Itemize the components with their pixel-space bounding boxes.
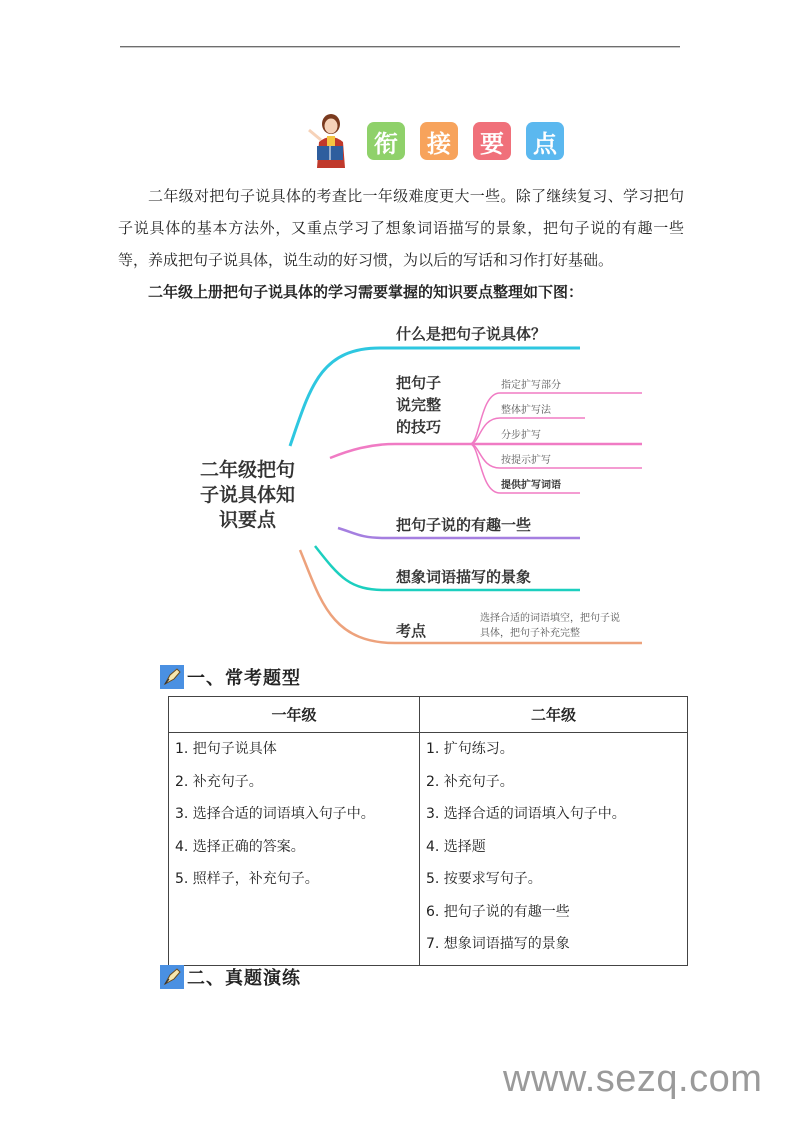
table-header-grade1: 一年级 (169, 697, 420, 733)
banner-tile-3: 要 (473, 122, 511, 160)
list-item: 3. 选择合适的词语填入句子中。 (426, 806, 626, 822)
technique-1: 指定扩写部分 (501, 380, 561, 391)
banner-tile-2: 接 (420, 122, 458, 160)
table-header-grade2: 二年级 (420, 697, 688, 733)
list-item: 6. 把句子说的有趣一些 (426, 903, 570, 920)
list-item: 5. 按要求写句子。 (426, 871, 542, 887)
intro-text: 二年级对把句子说具体的考查比一年级难度更大一些。除了继续复习、学习把句子说具体的基本方法外，又重点学习了想象词语描写的景象，把句子说的有趣一些等，养成把句子说具体，说生动的好习惯，为以后的写话和习作打好基础。 (118, 187, 684, 269)
teacher-illustration-icon (305, 112, 353, 170)
list-item: 1. 扩句练习。 (426, 741, 514, 757)
grade2-cell (420, 733, 688, 966)
exam-points-note: 选择合适的词语填空，把句子说 具体，把句子补充完整 (480, 613, 620, 639)
pen-icon (160, 665, 184, 689)
mindmap (180, 318, 650, 658)
watermark: www.sezq.com (503, 1058, 763, 1100)
technique-3: 分步扩写 (501, 430, 541, 441)
mindmap-center: 二年级把句 子说具体知 识要点 (200, 459, 296, 531)
list-item: 1. 把句子说具体 (175, 741, 277, 757)
branch-interesting: 把句子说的有趣一些 (396, 516, 532, 534)
list-item: 7. 想象词语描写的景象 (426, 936, 570, 952)
branch-what-is: 什么是把句子说具体？ (396, 325, 547, 343)
list-item: 4. 选择题 (426, 838, 486, 855)
technique-2: 整体扩写法 (501, 405, 551, 416)
banner-tile-1: 衔 (367, 122, 405, 160)
list-item: 4. 选择正确的答案。 (175, 838, 305, 855)
technique-5: 提供扩写词语 (501, 480, 561, 491)
list-item: 5. 照样子，补充句子。 (175, 871, 319, 887)
technique-4: 按提示扩写 (501, 455, 551, 466)
section-heading-2 (160, 964, 301, 990)
question-types-table (168, 696, 688, 966)
section-title: 二、真题演练 (187, 968, 301, 989)
section-heading-1 (160, 664, 301, 690)
list-item: 2. 补充句子。 (426, 773, 514, 790)
grade1-cell (169, 733, 420, 966)
banner-tile-4: 点 (526, 122, 564, 160)
list-item: 2. 补充句子。 (175, 773, 263, 790)
intro-bold-line: 二年级上册把句子说具体的学习需要掌握的知识要点整理如下图： (148, 283, 584, 301)
section-title: 一、常考题型 (187, 668, 301, 689)
branch-techniques: 把句子 说完整 的技巧 (396, 374, 442, 436)
list-item: 3. 选择合适的词语填入句子中。 (175, 806, 375, 822)
intro-paragraph (118, 180, 684, 308)
section-banner (305, 112, 564, 170)
pen-icon (160, 965, 184, 989)
branch-exam-points: 考点 (396, 622, 427, 640)
header-rule (120, 46, 680, 48)
branch-imagine: 想象词语描写的景象 (396, 568, 532, 586)
